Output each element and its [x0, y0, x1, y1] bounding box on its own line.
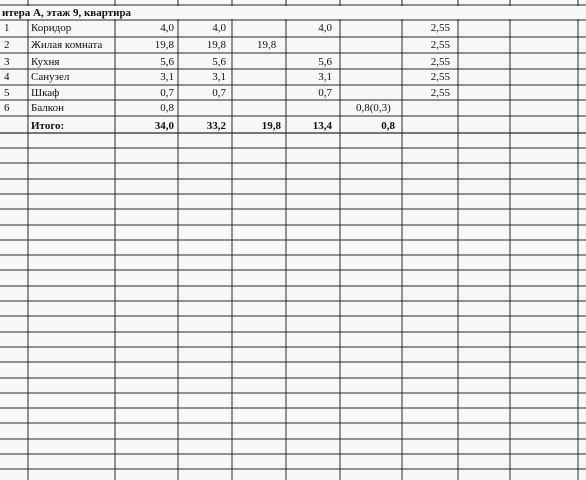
row-4-total: 3,1 [160, 71, 174, 83]
row-1-height: 2,55 [430, 22, 450, 34]
row-2-living: 19,8 [257, 39, 277, 51]
row-4-aux: 3,1 [318, 71, 332, 83]
row-5-main: 0,7 [212, 87, 226, 99]
row-3-main: 5,6 [212, 56, 226, 68]
row-6-number: 6 [4, 102, 10, 114]
row-3-aux: 5,6 [318, 56, 332, 68]
totals-aux: 13,4 [312, 120, 332, 132]
row-3-total: 5,6 [160, 56, 174, 68]
row-2-height: 2,55 [430, 39, 450, 51]
row-1-name: Коридор [31, 22, 72, 34]
row-6-loggia: 0,8(0,3) [356, 102, 391, 114]
row-6-total: 0,8 [160, 102, 174, 114]
row-2-name: Жилая комната [31, 39, 103, 51]
totals-main: 33,2 [206, 120, 226, 132]
totals-loggia: 0,8 [381, 120, 395, 132]
section-title: итера А, этаж 9, квартира [2, 7, 132, 19]
totals-living: 19,8 [261, 120, 281, 132]
row-4-name: Санузел [31, 71, 70, 83]
row-1-main: 4,0 [212, 22, 226, 34]
row-5-number: 5 [4, 87, 10, 99]
row-2-number: 2 [4, 39, 10, 51]
row-4-main: 3,1 [212, 71, 226, 83]
row-1-number: 1 [4, 22, 10, 34]
row-3-height: 2,55 [430, 56, 450, 68]
row-5-height: 2,55 [430, 87, 450, 99]
row-1-aux: 4,0 [318, 22, 332, 34]
row-2-main: 19,8 [206, 39, 226, 51]
row-3-number: 3 [4, 56, 10, 68]
totals-label: Итого: [31, 120, 65, 132]
row-4-number: 4 [4, 71, 10, 83]
row-5-aux: 0,7 [318, 87, 332, 99]
row-5-total: 0,7 [160, 87, 174, 99]
row-4-height: 2,55 [430, 71, 450, 83]
row-1-total: 4,0 [160, 22, 174, 34]
row-5-name: Шкаф [31, 87, 60, 99]
totals-total: 34,0 [154, 120, 174, 132]
row-6-name: Балкон [31, 102, 64, 114]
row-3-name: Кухня [31, 56, 60, 68]
row-2-total: 19,8 [154, 39, 174, 51]
